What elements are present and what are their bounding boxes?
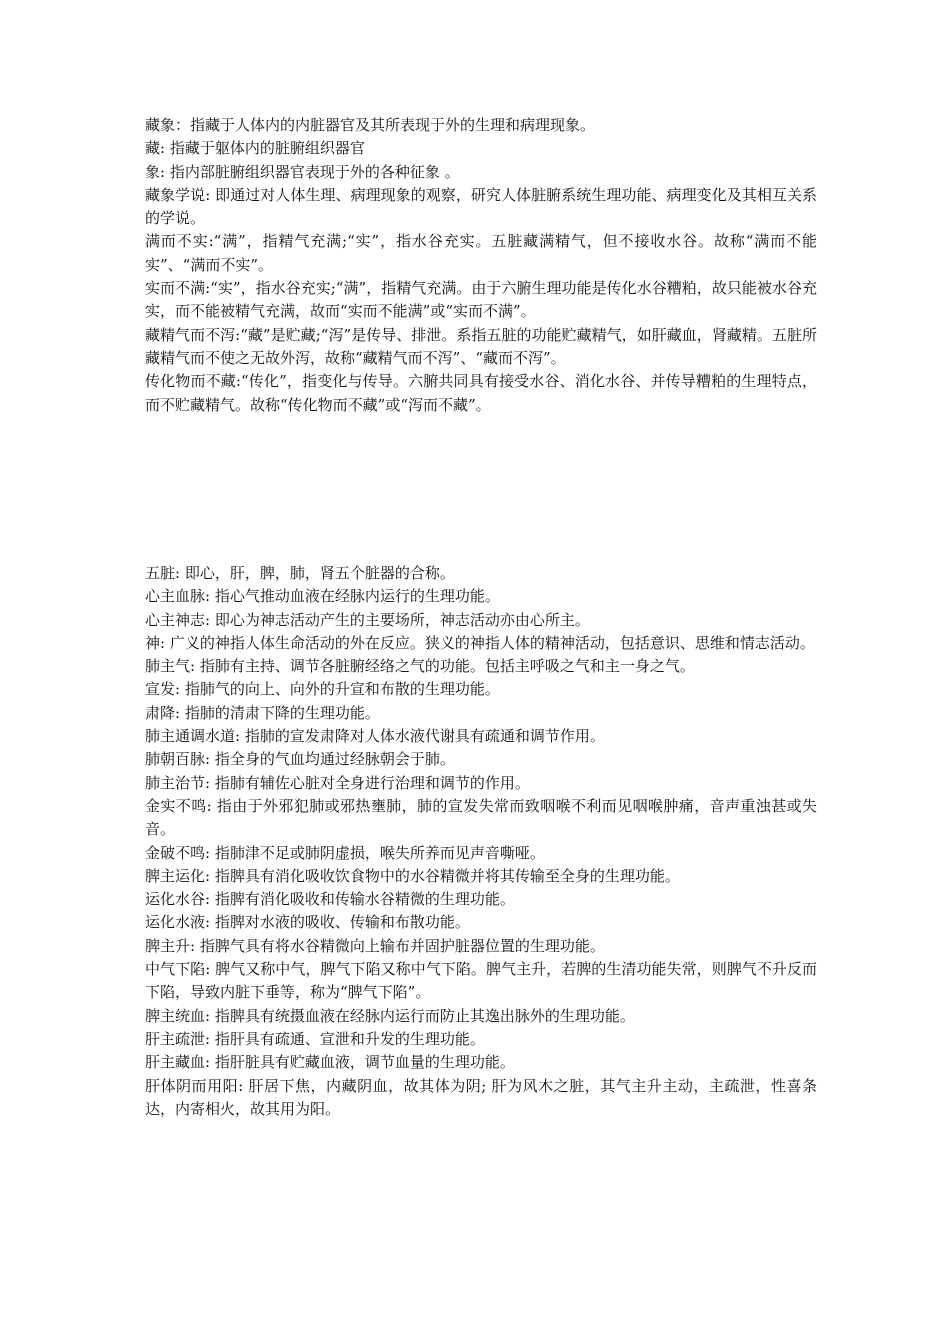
definition-lung-vessels: 肺朝百脉: 指全身的气血均通过经脉朝会于肺。	[145, 750, 455, 769]
definition-transport-fluid: 运化水液: 指脾对水液的吸收、传输和布散功能。	[145, 913, 470, 932]
definition-spleen-transport: 脾主运化: 指脾具有消化吸收饮食物中的水谷精微并将其传输至全身的生理功能。	[145, 866, 680, 885]
definition-liver-blood: 肝主藏血: 指肝脏具有贮藏血液，调节血量的生理功能。	[145, 1053, 515, 1072]
section-zangxiang-definitions	[145, 114, 817, 417]
definition-lung-water: 肺主通调水道: 指肺的宣发肃降对人体水液代谢具有疏通和调节作用。	[145, 727, 605, 746]
definition-liver-yin-yang: 肝体阴而用阳: 肝居下焦，内藏阴血，故其体为阴; 肝为风木之脏，其气主升主动，主疏泄，性喜条达，内寄相火，故其用为阳。	[145, 1076, 817, 1118]
definition-zangxiang: 藏象：指藏于人体内的内脏器官及其所表现于外的生理和病理现象。	[145, 116, 596, 134]
definition-xuanfa: 宣发: 指肺气的向上、向外的升宣和布散的生理功能。	[145, 680, 500, 699]
definition-zangxiang-theory: 藏象学说: 即通过对人体生理、病理现象的观察，研究人体脏腑系统生理功能、病理变化及其相互关系的学说。	[145, 185, 817, 228]
section-five-zang-definitions	[145, 562, 817, 1121]
definition-transport-grain: 运化水谷: 指脾有消化吸收和传输水谷精微的生理功能。	[145, 890, 515, 909]
definition-five-zang: 五脏: 即心，肝，脾，肺，肾五个脏器的合称。	[145, 564, 455, 582]
definition-solid-not-full: 实而不满:“实”，指水谷充实;“满”，指精气充满。由于六腑生理功能是传化水谷糟粕，故只能被水谷充实，而不能被精气充满，故而“实而不能满”或“实而不满”。	[145, 279, 817, 321]
definition-store-essence: 藏精气而不泻:“藏”是贮藏;“泻”是传导、排泄。系指五脏的功能贮藏精气，如肝藏血，肾藏精。五脏所藏精气而不使之无故外泻，故称“藏精气而不泻”、“藏而不泻”。	[145, 325, 817, 367]
definition-full-not-solid: 满而不实:“满”，指精气充满;“实”，指水谷充实。五脏藏满精气，但不接收水谷。故称“满而不能实”、“满而不实”。	[145, 232, 817, 274]
definition-xiang: 象: 指内部脏腑组织器官表现于外的各种征象 。	[145, 162, 460, 181]
definition-zang: 藏: 指藏于躯体内的脏腑组织器官	[145, 139, 365, 158]
definition-metal-solid: 金实不鸣: 指由于外邪犯肺或邪热壅肺，肺的宣发失常而致咽喉不利而见咽喉肿痛，音声重浊甚或失音。	[145, 796, 817, 839]
definition-heart-mind: 心主神志: 即心为神志活动产生的主要场所，神志活动亦由心所主。	[145, 610, 590, 629]
definition-metal-broken: 金破不鸣: 指肺津不足或肺阴虚损，喉失所养而见声音嘶哑。	[145, 843, 545, 862]
definition-shen: 神: 广义的神指人体生命活动的外在反应。狭义的神指人体的精神活动，包括意识、思维和情志活动。	[145, 633, 815, 652]
definition-liver-dispersing: 肝主疏泄: 指肝具有疏通、宣泄和升发的生理功能。	[145, 1029, 485, 1048]
definition-heart-blood-vessels: 心主血脉: 指心气推动血液在经脉内运行的生理功能。	[145, 587, 500, 606]
definition-spleen-ascending: 脾主升: 指脾气具有将水谷精微向上输布并固护脏器位置的生理功能。	[145, 936, 605, 955]
definition-transform-not-store: 传化物而不藏:“传化”，指变化与传导。六腑共同具有接受水谷、消化水谷、并传导糟粕的生理特点，而不贮藏精气。故称“传化物而不藏”或“泻而不藏”。	[145, 372, 817, 414]
definition-spleen-blood: 脾主统血: 指脾具有统摄血液在经脉内运行而防止其逸出脉外的生理功能。	[145, 1006, 635, 1025]
definition-middle-qi-sinking: 中气下陷: 脾气又称中气，脾气下陷又称中气下陷。脾气主升，若脾的生清功能失常，则脾气不升反而下陷，导致内脏下垂等，称为“脾气下陷”。	[145, 960, 817, 1002]
definition-lung-regulation: 肺主治节: 指肺有辅佐心脏对全身进行治理和调节的作用。	[145, 773, 530, 792]
definition-sujiang: 肃降: 指肺的清肃下降的生理功能。	[145, 703, 380, 722]
definition-lung-qi: 肺主气: 指肺有主持、调节各脏腑经络之气的功能。包括主呼吸之气和主一身之气。	[145, 657, 695, 676]
